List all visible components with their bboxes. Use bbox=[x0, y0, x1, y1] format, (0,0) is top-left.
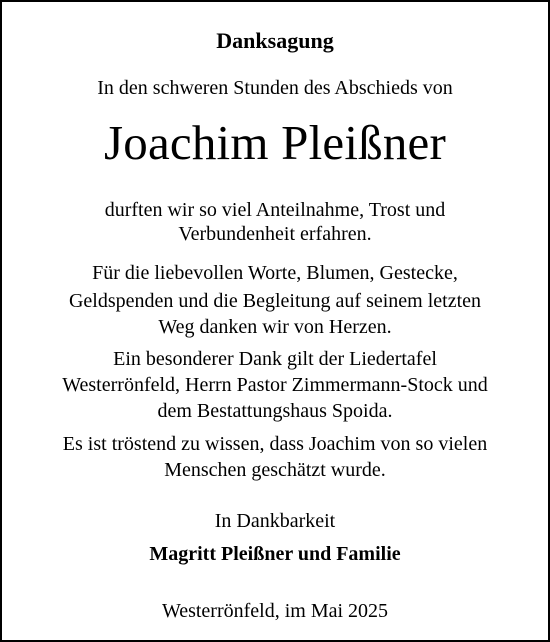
paragraph-2-line-3: Weg danken wir von Herzen. bbox=[158, 316, 392, 338]
deceased-name: Joachim Pleißner bbox=[103, 115, 447, 170]
paragraph-2-line-1: Für die liebevollen Worte, Blumen, Gestecke, bbox=[92, 262, 458, 284]
paragraph-4-line-2: Menschen geschätzt wurde. bbox=[164, 459, 386, 481]
paragraph-4-line-1: Es ist tröstend zu wissen, dass Joachim von so vielen bbox=[62, 433, 488, 455]
family-signature: Magritt Pleißner und Familie bbox=[149, 543, 401, 565]
notice-heading: Danksagung bbox=[216, 28, 334, 53]
paragraph-1-line-1: durften wir so viel Anteilnahme, Trost und bbox=[104, 199, 446, 221]
paragraph-3-line-2: Westerrönfeld, Herrn Pastor Zimmermann-Stock und bbox=[62, 374, 488, 396]
gratitude-line: In Dankbarkeit bbox=[214, 510, 336, 532]
paragraph-3-line-3: dem Bestattungshaus Spoida. bbox=[157, 400, 393, 422]
place-and-date: Westerrönfeld, im Mai 2025 bbox=[161, 600, 389, 622]
paragraph-3-line-1: Ein besonderer Dank gilt der Liedertafel bbox=[113, 348, 437, 370]
paragraph-1-line-2: Verbundenheit erfahren. bbox=[178, 223, 372, 245]
intro-line: In den schweren Stunden des Abschieds von bbox=[97, 77, 453, 99]
paragraph-2-line-2: Geldspenden und die Begleitung auf seinem letzten bbox=[68, 290, 482, 312]
